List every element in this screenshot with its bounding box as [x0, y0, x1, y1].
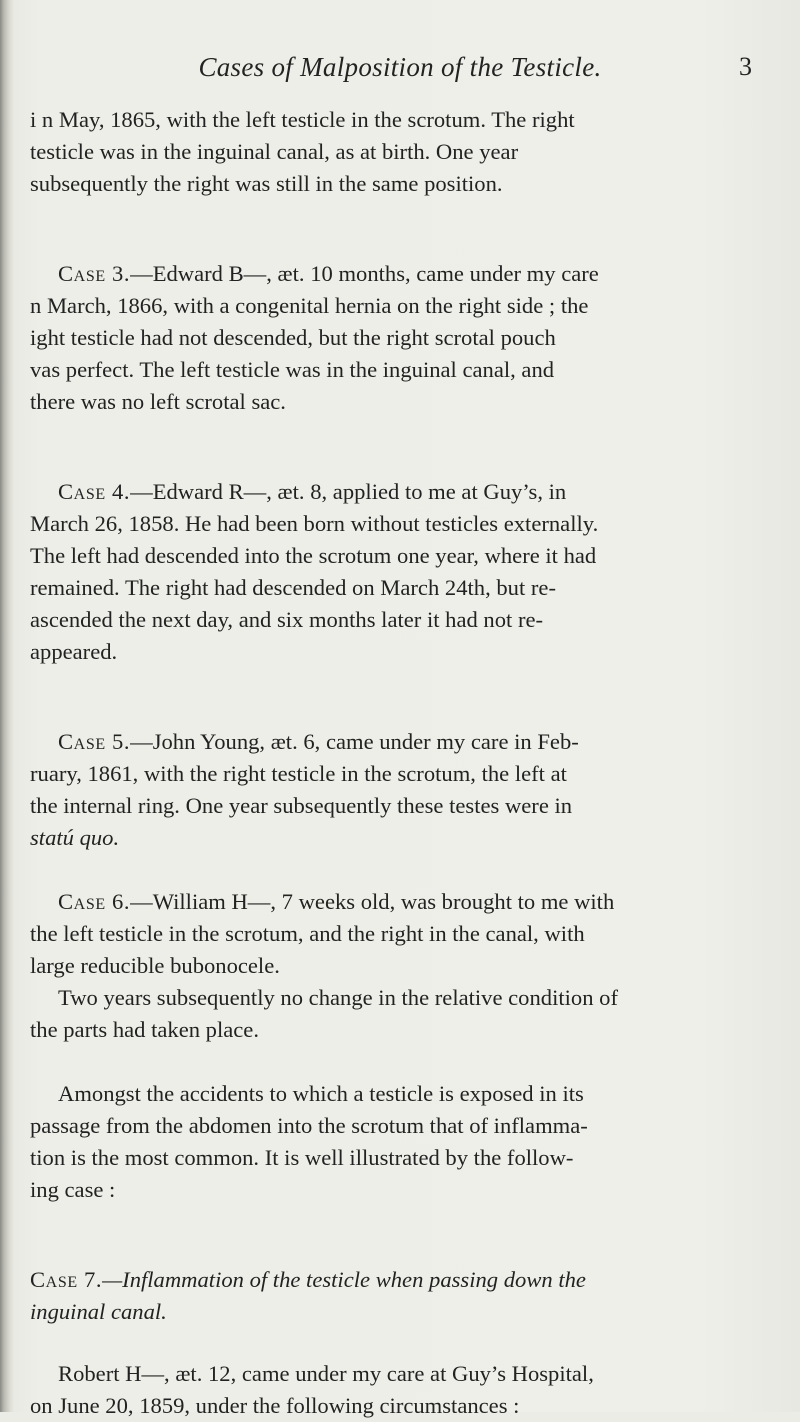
text-line: subsequently the right was still in the same position. [30, 171, 503, 196]
text-line: the parts had taken place. [30, 1017, 259, 1042]
text-line: tion is the most common. It is well illustrated by the follow- [30, 1145, 574, 1170]
text-line: ascended the next day, and six months later it had not re- [30, 607, 544, 632]
text-line: Robert H—, æt. 12, came under my care at Guy’s Hospital, [58, 1361, 594, 1386]
text-line: Case 5.—John Young, æt. 6, came under my care in Feb- [58, 729, 579, 754]
text-line: statú quo. [30, 825, 120, 850]
text-line: large reducible bubonocele. [30, 953, 280, 978]
text-line: on June 20, 1859, under the following circumstances : [30, 1393, 520, 1418]
text-line: Amongst the accidents to which a testicle is exposed in its [58, 1081, 584, 1106]
text-line: Case 3.—Edward B—, æt. 10 months, came under my care [58, 261, 599, 286]
case-label: Case 4. [58, 479, 131, 504]
book-gutter-shadow [0, 0, 14, 1412]
text-line: Case 6.—William H—, 7 weeks old, was brought to me with [58, 889, 615, 914]
body-text [30, 104, 770, 1422]
text-line: ight testicle had not descended, but the right scrotal pouch [30, 325, 556, 350]
paragraph-case7 [30, 1358, 770, 1422]
paragraph-inflammation-intro [30, 1078, 770, 1206]
paragraph-case3 [30, 258, 770, 418]
text-line: ruary, 1861, with the right testicle in the scrotum, the left at [30, 761, 567, 786]
text-line: the internal ring. One year subsequently these testes were in [30, 793, 573, 818]
text-line: the left testicle in the scrotum, and the right in the canal, with [30, 921, 585, 946]
text-line: appeared. [30, 639, 118, 664]
text-line: Case 4.—Edward R—, æt. 8, applied to me at Guy’s, in [58, 479, 567, 504]
text-line: remained. The right had descended on March 24th, but re- [30, 575, 556, 600]
case7-heading [30, 1264, 770, 1328]
page-header [40, 52, 760, 92]
paragraph-case5 [30, 726, 770, 854]
paragraph-case4 [30, 476, 770, 668]
page-number: 3 [739, 52, 752, 81]
text-line: Two years subsequently no change in the relative condition of [58, 985, 618, 1010]
running-title: Cases of Malposition of the Testicle. [198, 52, 602, 82]
text-line: i n May, 1865, with the left testicle in the scrotum. The right [30, 107, 575, 132]
text-line: vas perfect. The left testicle was in the inguinal canal, and [30, 357, 555, 382]
case-label: Case 6. [58, 889, 131, 914]
text-line: Case 7.—Inflammation of the testicle when passing down the [30, 1267, 586, 1292]
text-line: testicle was in the inguinal canal, as at birth. One year [30, 139, 519, 164]
case-label: Case 7. [30, 1267, 103, 1292]
case-label: Case 3. [58, 261, 131, 286]
text-line: inguinal canal. [30, 1299, 167, 1324]
text-line: there was no left scrotal sac. [30, 389, 286, 414]
paragraph-case2-continuation [30, 104, 770, 200]
text-line: The left had descended into the scrotum one year, where it had [30, 543, 597, 568]
text-line: March 26, 1858. He had been born without testicles externally. [30, 511, 599, 536]
text-line: n March, 1866, with a congenital hernia on the right side ; the [30, 293, 589, 318]
paragraph-case6 [30, 886, 770, 1046]
case-label: Case 5. [58, 729, 131, 754]
text-line: passage from the abdomen into the scrotum that of inflamma- [30, 1113, 588, 1138]
text-line: ing case : [30, 1177, 116, 1202]
